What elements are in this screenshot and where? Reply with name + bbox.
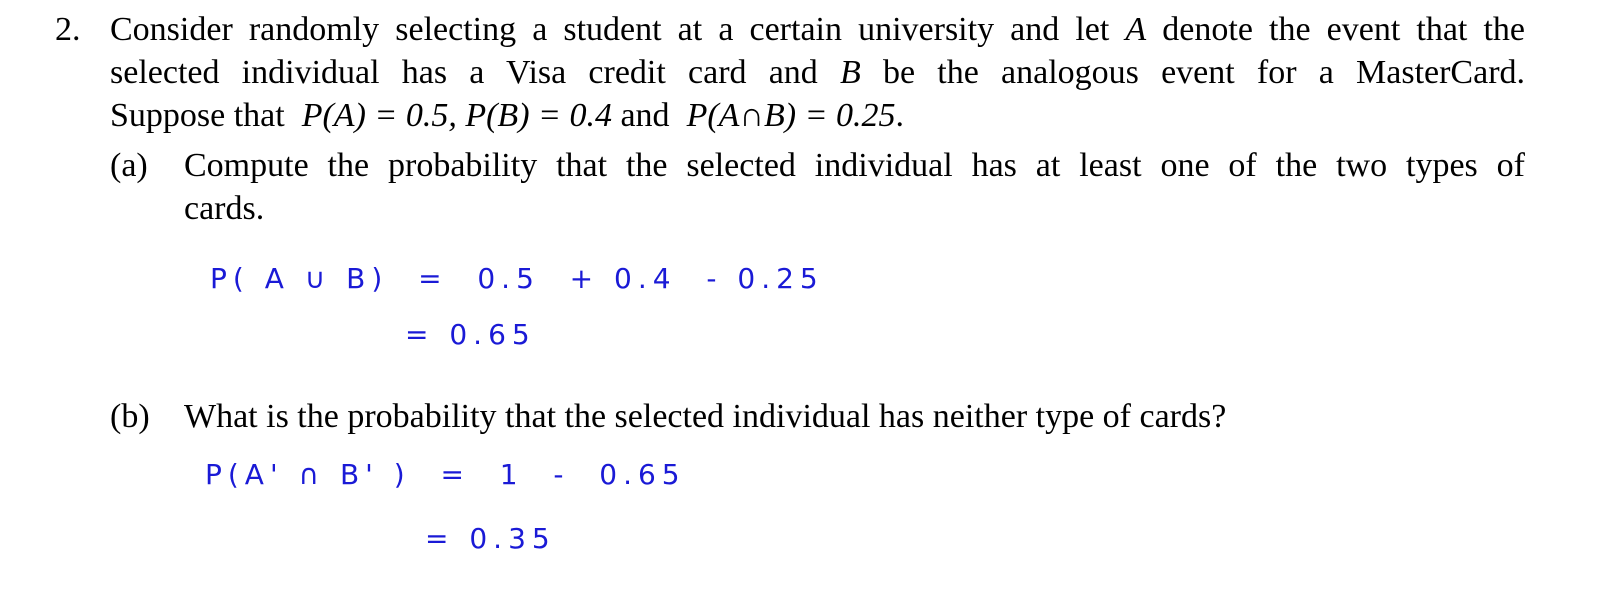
event-b-symbol: B xyxy=(840,54,861,91)
part-b-answer-line-2: = 0.35 xyxy=(425,522,556,555)
and-text: and xyxy=(620,97,670,134)
part-b-question-text: What is the probability that the selected individual has neither type of cards? xyxy=(184,398,1227,435)
part-b xyxy=(110,395,1525,438)
part-a-answer-line-1: P( A ∪ B) = 0.5 + 0.4 - 0.25 xyxy=(210,262,824,295)
question-body xyxy=(110,8,1525,137)
part-a-question xyxy=(184,144,1525,230)
prob-b: P(B) = 0.4 xyxy=(465,97,612,134)
suppose-text: Suppose that xyxy=(110,97,285,134)
question-line-1 xyxy=(110,8,1525,51)
question-line-1-text: Consider randomly selecting a student at a certain university and let xyxy=(110,11,1110,48)
question-2 xyxy=(55,8,1525,137)
part-a-label: (a) xyxy=(110,147,148,184)
event-a-symbol: A xyxy=(1125,11,1147,48)
question-line-3 xyxy=(110,94,1525,137)
part-a xyxy=(110,144,1525,230)
question-line-2 xyxy=(110,51,1525,94)
period: . xyxy=(895,97,905,134)
part-b-answer-line-1: P(A' ∩ B' ) = 1 - 0.65 xyxy=(205,458,686,491)
part-b-label: (b) xyxy=(110,398,150,435)
prob-a: P(A) = 0.5, xyxy=(301,97,457,134)
part-a-question-line-2: cards. xyxy=(184,190,265,227)
question-line-1-end: denote the event that the xyxy=(1162,11,1525,48)
part-a-question-line-1: Compute the probability that the selected individual has at least one of the two types of xyxy=(184,147,1525,184)
part-b-question xyxy=(184,395,1525,438)
question-line-2-end: be the analogous event for a MasterCard. xyxy=(883,54,1526,91)
part-a-answer-line-2: = 0.65 xyxy=(405,318,536,351)
question-number: 2. xyxy=(55,11,81,48)
prob-a-and-b: P(A∩B) = 0.25 xyxy=(686,97,896,134)
question-line-2-text: selected individual has a Visa credit card and xyxy=(110,54,818,91)
